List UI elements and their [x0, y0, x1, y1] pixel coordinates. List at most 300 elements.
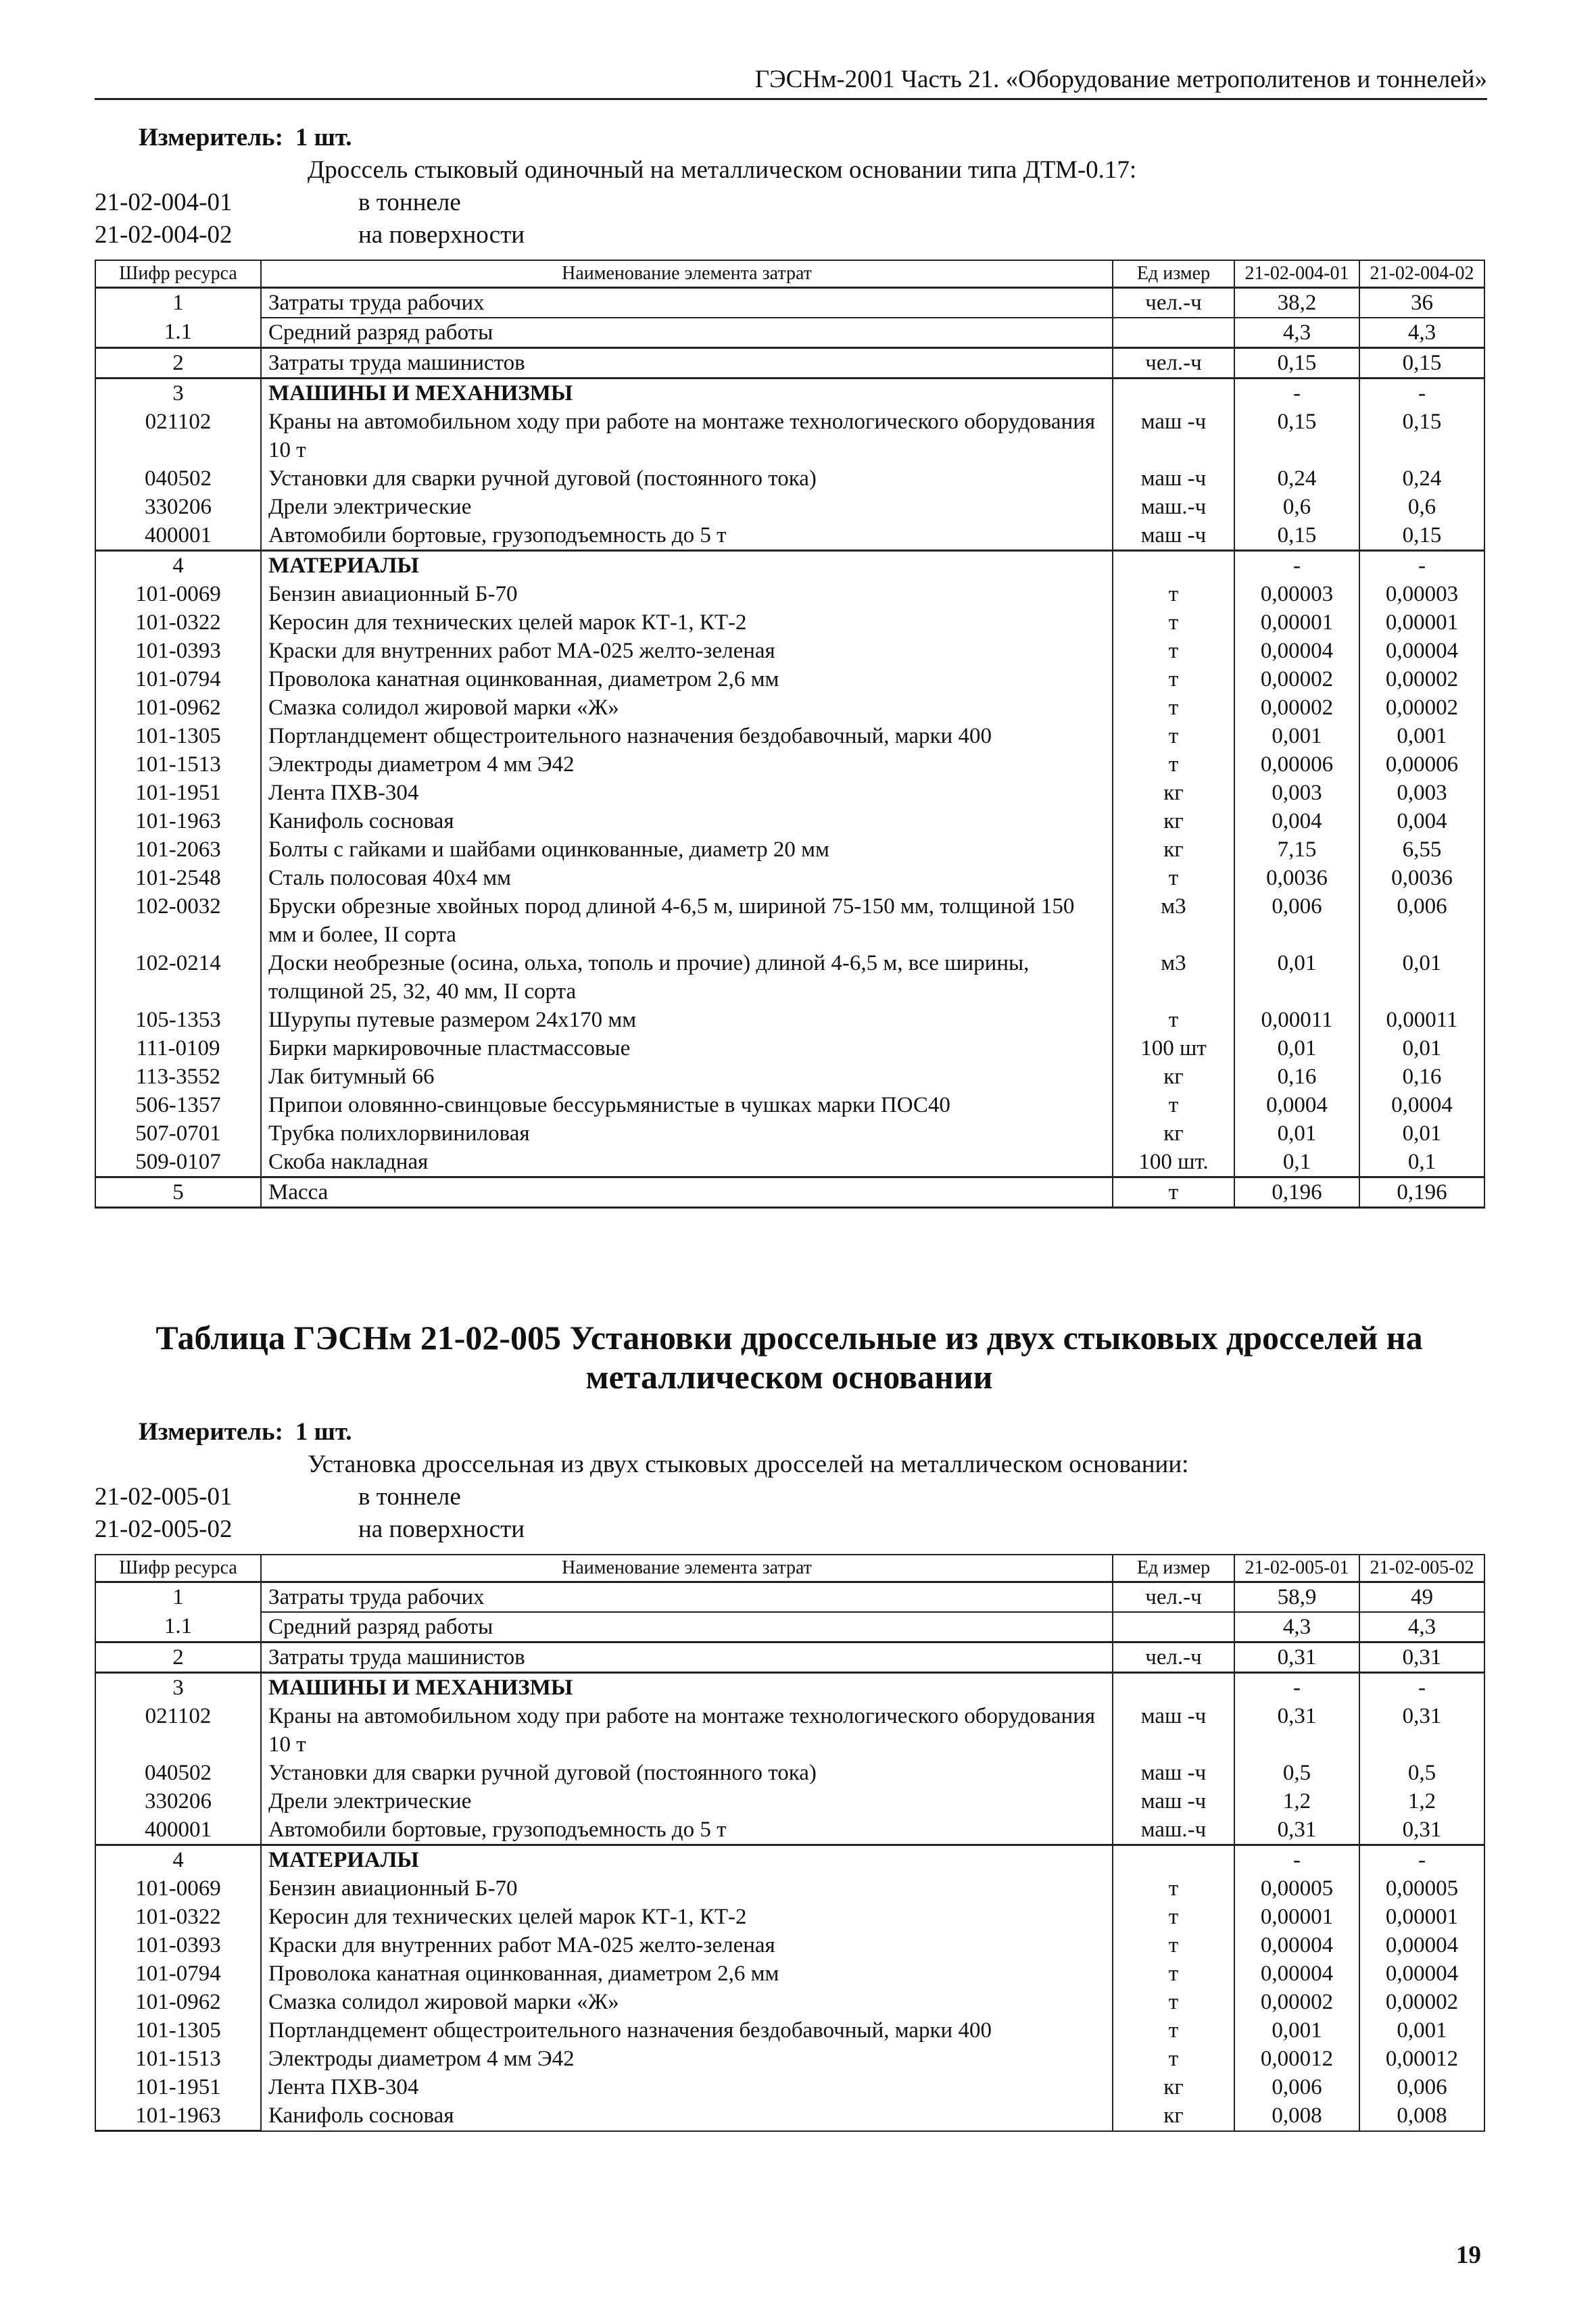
resource-description: Дроссель стыковый одиночный на металлическом основании типа ДТМ-0.17: [308, 156, 1137, 184]
cell-value-2: - [1359, 1845, 1484, 1875]
cell-code: 102-0214 [95, 949, 261, 1006]
cell-value-2: 0,15 [1359, 521, 1484, 551]
resource-description: Установка дроссельная из двух стыковых дросселей на металлическом основании: [308, 1451, 1189, 1478]
cell-unit: т [1113, 693, 1234, 722]
cell-value-2: 0,01 [1359, 1119, 1484, 1148]
cell-unit: т [1113, 665, 1234, 693]
cell-code: 101-0794 [95, 1959, 261, 1988]
cell-code: 1 [95, 288, 261, 318]
header-col1: 21-02-005-01 [1234, 1555, 1359, 1582]
cell-name: Лента ПХВ-304 [261, 779, 1113, 807]
section-21-02-005 [95, 1416, 1487, 2132]
cell-name: Затраты труда машинистов [261, 348, 1113, 379]
cell-unit: т [1113, 1931, 1234, 1959]
table-row [95, 1177, 1484, 1208]
cell-value-1: 0,0004 [1234, 1091, 1359, 1119]
cell-name: Краски для внутренних работ МА-025 желто-зеленая [261, 1931, 1113, 1959]
cell-value-2: 0,1 [1359, 1148, 1484, 1177]
cell-code: 101-1951 [95, 779, 261, 807]
cell-value-2: 0,31 [1359, 1642, 1484, 1673]
cell-unit: т [1113, 864, 1234, 892]
table-row [95, 1612, 1484, 1642]
code-line [95, 1513, 1487, 1546]
cell-value-1: 0,1 [1234, 1148, 1359, 1177]
header-name: Наименование элемента затрат [261, 1555, 1113, 1582]
cell-name: Канифоль сосновая [261, 807, 1113, 835]
cell-value-2: 0,00001 [1359, 608, 1484, 637]
cell-unit: кг [1113, 779, 1234, 807]
cell-value-1: 0,00003 [1234, 580, 1359, 608]
header-col1: 21-02-004-01 [1234, 260, 1359, 288]
cell-unit: кг [1113, 835, 1234, 864]
cell-code: 5 [95, 1177, 261, 1208]
cell-unit [1113, 1673, 1234, 1703]
table-row [95, 1582, 1484, 1613]
cell-value-2: 4,3 [1359, 1612, 1484, 1642]
cell-code: 101-1963 [95, 2101, 261, 2131]
cell-unit: т [1113, 2016, 1234, 2045]
cell-unit: т [1113, 1091, 1234, 1119]
table-row [95, 892, 1484, 949]
cell-name: Лента ПХВ-304 [261, 2073, 1113, 2101]
cell-code: 101-0393 [95, 1931, 261, 1959]
cell-unit: т [1113, 1959, 1234, 1988]
cell-value-1: 0,004 [1234, 807, 1359, 835]
cell-value-1: 58,9 [1234, 1582, 1359, 1613]
cell-value-1: 0,00001 [1234, 1903, 1359, 1931]
cell-name: Бензин авиационный Б-70 [261, 580, 1113, 608]
cell-value-1: 4,3 [1234, 1612, 1359, 1642]
cell-value-1: 0,00004 [1234, 1959, 1359, 1988]
cell-unit: маш -ч [1113, 408, 1234, 464]
cell-value-1: 4,3 [1234, 318, 1359, 348]
cell-name: Автомобили бортовые, грузоподъемность до 5 т [261, 521, 1113, 551]
cell-name: Краны на автомобильном ходу при работе на монтаже технологического оборудования 10 т [261, 1702, 1113, 1759]
table-row [95, 379, 1484, 408]
cell-unit [1113, 1612, 1234, 1642]
table-row [95, 1119, 1484, 1148]
cell-value-2: - [1359, 379, 1484, 408]
cell-code: 101-0322 [95, 608, 261, 637]
header-col2: 21-02-004-02 [1359, 260, 1484, 288]
table-row [95, 2045, 1484, 2073]
table-row [95, 1903, 1484, 1931]
cell-unit: 100 шт [1113, 1034, 1234, 1063]
cell-name: Доски необрезные (осина, ольха, тополь и прочие) длиной 4-6,5 м, все ширины, толщиной 25, 32, 40 мм, II сорта [261, 949, 1113, 1006]
cell-code: 330206 [95, 1787, 261, 1816]
code-line [95, 219, 1487, 251]
cell-value-2: 0,5 [1359, 1759, 1484, 1787]
table-row [95, 665, 1484, 693]
table-row [95, 807, 1484, 835]
cell-value-1: 1,2 [1234, 1787, 1359, 1816]
cell-unit: маш -ч [1113, 521, 1234, 551]
cell-value-1: 0,6 [1234, 493, 1359, 521]
cell-code: 040502 [95, 1759, 261, 1787]
cell-code: 4 [95, 551, 261, 581]
cell-value-1: 0,31 [1234, 1702, 1359, 1759]
cell-value-2: 0,00004 [1359, 637, 1484, 665]
table-row [95, 2016, 1484, 2045]
cell-name: Скоба накладная [261, 1148, 1113, 1177]
cell-value-2: 0,00002 [1359, 1988, 1484, 2016]
cell-unit: кг [1113, 1063, 1234, 1091]
cell-code: 021102 [95, 408, 261, 464]
cell-value-1: 0,00006 [1234, 750, 1359, 779]
cell-value-2: - [1359, 551, 1484, 581]
table-row [95, 1034, 1484, 1063]
cell-unit: м3 [1113, 949, 1234, 1006]
norm-variant: в тоннеле [358, 189, 461, 216]
cell-code: 101-0962 [95, 693, 261, 722]
cell-code: 102-0032 [95, 892, 261, 949]
table-row [95, 1816, 1484, 1845]
cell-unit: маш -ч [1113, 1759, 1234, 1787]
cell-unit: кг [1113, 1119, 1234, 1148]
cell-unit [1113, 1845, 1234, 1875]
table-row [95, 1959, 1484, 1988]
cell-unit: т [1113, 580, 1234, 608]
cell-code: 101-1963 [95, 807, 261, 835]
cell-value-1: 0,31 [1234, 1816, 1359, 1845]
table-row [95, 1702, 1484, 1759]
cell-name: Трубка полихлорвиниловая [261, 1119, 1113, 1148]
header-name: Наименование элемента затрат [261, 260, 1113, 288]
cell-code: 101-0393 [95, 637, 261, 665]
cell-name: Лак битумный 66 [261, 1063, 1113, 1091]
cell-value-2: 0,31 [1359, 1816, 1484, 1845]
norm-code: 21-02-005-02 [95, 1515, 233, 1543]
table-row [95, 408, 1484, 464]
cell-name: Шурупы путевые размером 24х170 мм [261, 1006, 1113, 1034]
cell-code: 4 [95, 1845, 261, 1875]
cell-name: Керосин для технических целей марок КТ-1, КТ-2 [261, 608, 1113, 637]
cell-code: 101-1951 [95, 2073, 261, 2101]
norm-variant: на поверхности [358, 1515, 525, 1543]
cell-value-2: 0,003 [1359, 779, 1484, 807]
cell-name: Установки для сварки ручной дуговой (постоянного тока) [261, 1759, 1113, 1787]
cell-name: Установки для сварки ручной дуговой (постоянного тока) [261, 464, 1113, 493]
header-col2: 21-02-005-02 [1359, 1555, 1484, 1582]
cell-unit: т [1113, 1006, 1234, 1034]
code-line [95, 187, 1487, 219]
cell-unit: т [1113, 2045, 1234, 2073]
table-row [95, 2073, 1484, 2101]
table-row [95, 464, 1484, 493]
measure-line [139, 1416, 1487, 1448]
cost-table [95, 260, 1485, 1209]
cell-unit: чел.-ч [1113, 348, 1234, 379]
table-row [95, 1063, 1484, 1091]
measure-line [139, 122, 1487, 154]
cell-code: 101-0794 [95, 665, 261, 693]
cell-value-1: 0,196 [1234, 1177, 1359, 1208]
cell-unit: 100 шт. [1113, 1148, 1234, 1177]
cell-value-1: - [1234, 1673, 1359, 1703]
cell-code: 021102 [95, 1702, 261, 1759]
cell-value-2: 0,00002 [1359, 693, 1484, 722]
header-unit: Ед измер [1113, 260, 1234, 288]
cell-unit: т [1113, 1988, 1234, 2016]
cell-name: МАШИНЫ И МЕХАНИЗМЫ [261, 1673, 1113, 1703]
cell-name: МАТЕРИАЛЫ [261, 1845, 1113, 1875]
cell-code: 105-1353 [95, 1006, 261, 1034]
cell-value-1: 0,15 [1234, 521, 1359, 551]
table-row [95, 1091, 1484, 1119]
cell-value-2: 0,006 [1359, 2073, 1484, 2101]
table-row [95, 1759, 1484, 1787]
cell-unit: кг [1113, 2073, 1234, 2101]
page-number: 19 [1456, 2241, 1481, 2269]
measure-value: 1 шт. [295, 1418, 352, 1446]
table-row [95, 521, 1484, 551]
cell-name: Болты с гайками и шайбами оцинкованные, диаметр 20 мм [261, 835, 1113, 864]
cell-name: Затраты труда рабочих [261, 1582, 1113, 1613]
cell-value-1: 0,00011 [1234, 1006, 1359, 1034]
cell-value-1: 0,008 [1234, 2101, 1359, 2131]
cell-value-2: 0,001 [1359, 722, 1484, 750]
cell-unit: чел.-ч [1113, 288, 1234, 318]
cell-value-1: 0,01 [1234, 949, 1359, 1006]
table-row [95, 551, 1484, 581]
cell-unit [1113, 318, 1234, 348]
cell-name: Краски для внутренних работ МА-025 желто-зеленая [261, 637, 1113, 665]
cell-value-1: 0,001 [1234, 2016, 1359, 2045]
cell-code: 330206 [95, 493, 261, 521]
cell-name: Керосин для технических целей марок КТ-1, КТ-2 [261, 1903, 1113, 1931]
section-21-02-004 [95, 122, 1487, 1209]
table-row [95, 1931, 1484, 1959]
cell-value-2: 36 [1359, 288, 1484, 318]
cell-code: 2 [95, 1642, 261, 1673]
cell-unit: маш -ч [1113, 1702, 1234, 1759]
cell-value-1: 0,006 [1234, 2073, 1359, 2101]
table-row [95, 750, 1484, 779]
cell-value-1: 0,01 [1234, 1034, 1359, 1063]
cell-value-2: 0,16 [1359, 1063, 1484, 1091]
table-row [95, 1988, 1484, 2016]
cell-unit [1113, 379, 1234, 408]
cell-name: Средний разряд работы [261, 1612, 1113, 1642]
cell-value-1: 7,15 [1234, 835, 1359, 864]
cell-code: 1.1 [95, 1612, 261, 1642]
cell-value-1: - [1234, 1845, 1359, 1875]
table-row [95, 288, 1484, 318]
cell-name: Дрели электрические [261, 1787, 1113, 1816]
cell-code: 101-1513 [95, 750, 261, 779]
cell-code: 101-1305 [95, 2016, 261, 2045]
table-row [95, 1006, 1484, 1034]
table-row [95, 608, 1484, 637]
cell-name: Дрели электрические [261, 493, 1113, 521]
table-row [95, 835, 1484, 864]
cell-unit: м3 [1113, 892, 1234, 949]
cell-value-1: 0,003 [1234, 779, 1359, 807]
cell-code: 113-3552 [95, 1063, 261, 1091]
cell-name: Припои оловянно-свинцовые бессурьмянистые в чушках марки ПОС40 [261, 1091, 1113, 1119]
cell-name: Электроды диаметром 4 мм Э42 [261, 2045, 1113, 2073]
table-row [95, 1845, 1484, 1875]
cell-value-2: 0,15 [1359, 408, 1484, 464]
cell-value-1: 0,15 [1234, 348, 1359, 379]
cell-unit: т [1113, 1903, 1234, 1931]
cell-value-2: 0,006 [1359, 892, 1484, 949]
cell-name: Масса [261, 1177, 1113, 1208]
cell-value-2: 0,00011 [1359, 1006, 1484, 1034]
cell-value-2: 0,008 [1359, 2101, 1484, 2131]
cell-value-1: 0,00002 [1234, 1988, 1359, 2016]
running-header: ГЭСНм-2001 Часть 21. «Оборудование метрополитенов и тоннелей» [95, 65, 1487, 100]
cell-value-2: 0,0004 [1359, 1091, 1484, 1119]
cell-value-2: 6,55 [1359, 835, 1484, 864]
cell-value-2: 0,31 [1359, 1702, 1484, 1759]
norm-code: 21-02-004-02 [95, 221, 233, 249]
cell-value-1: 0,16 [1234, 1063, 1359, 1091]
cell-value-1: 0,15 [1234, 408, 1359, 464]
cell-name: Электроды диаметром 4 мм Э42 [261, 750, 1113, 779]
cell-value-2: 4,3 [1359, 318, 1484, 348]
cell-value-1: 0,31 [1234, 1642, 1359, 1673]
cell-value-1: 0,00002 [1234, 665, 1359, 693]
cell-value-1: 0,01 [1234, 1119, 1359, 1148]
cell-name: МАТЕРИАЛЫ [261, 551, 1113, 581]
table-row [95, 693, 1484, 722]
norm-code: 21-02-005-01 [95, 1483, 233, 1511]
header-unit: Ед измер [1113, 1555, 1234, 1582]
cell-value-2: 0,01 [1359, 949, 1484, 1006]
table-row [95, 1874, 1484, 1903]
table-row [95, 1787, 1484, 1816]
cell-value-2: 0,00005 [1359, 1874, 1484, 1903]
cell-value-1: 0,24 [1234, 464, 1359, 493]
cell-unit: т [1113, 1177, 1234, 1208]
cell-value-2: 0,6 [1359, 493, 1484, 521]
table-header-row [95, 1555, 1484, 1582]
norm-variant: на поверхности [358, 221, 525, 249]
cell-name: Смазка солидол жировой марки «Ж» [261, 1988, 1113, 2016]
table-row [95, 779, 1484, 807]
cell-value-2: 0,00001 [1359, 1903, 1484, 1931]
norm-code: 21-02-004-01 [95, 189, 233, 216]
table-header-row [95, 260, 1484, 288]
cell-name: Проволока канатная оцинкованная, диаметром 2,6 мм [261, 665, 1113, 693]
cell-value-2: 0,24 [1359, 464, 1484, 493]
cell-code: 400001 [95, 1816, 261, 1845]
cell-value-2: 0,00003 [1359, 580, 1484, 608]
cell-code: 101-2548 [95, 864, 261, 892]
cell-unit: маш.-ч [1113, 493, 1234, 521]
cell-code: 101-1513 [95, 2045, 261, 2073]
norm-variant: в тоннеле [358, 1483, 461, 1511]
cell-name: Бензин авиационный Б-70 [261, 1874, 1113, 1903]
cell-name: Сталь полосовая 40х4 мм [261, 864, 1113, 892]
cell-name: Краны на автомобильном ходу при работе на монтаже технологического оборудования 10 т [261, 408, 1113, 464]
cell-code: 2 [95, 348, 261, 379]
cell-code: 040502 [95, 464, 261, 493]
cell-value-2: 0,00004 [1359, 1959, 1484, 1988]
table-title: Таблица ГЭСНм 21-02-005 Установки дроссельные из двух стыковых дросселей на металлическом основании [155, 1319, 1423, 1396]
cell-code: 3 [95, 379, 261, 408]
cell-code: 400001 [95, 521, 261, 551]
cell-value-2: 1,2 [1359, 1787, 1484, 1816]
table-row [95, 1148, 1484, 1177]
cell-unit: т [1113, 750, 1234, 779]
table-row [95, 637, 1484, 665]
table-row [95, 348, 1484, 379]
cell-unit: т [1113, 1874, 1234, 1903]
cell-value-1: 0,00001 [1234, 608, 1359, 637]
cell-name: МАШИНЫ И МЕХАНИЗМЫ [261, 379, 1113, 408]
cell-code: 101-0962 [95, 1988, 261, 2016]
cell-value-2: 0,004 [1359, 807, 1484, 835]
cell-name: Средний разряд работы [261, 318, 1113, 348]
table-row [95, 1673, 1484, 1703]
cell-name: Бирки маркировочные пластмассовые [261, 1034, 1113, 1063]
cell-code: 1.1 [95, 318, 261, 348]
cell-value-1: 0,00005 [1234, 1874, 1359, 1903]
cell-unit: маш -ч [1113, 1787, 1234, 1816]
cell-unit: чел.-ч [1113, 1582, 1234, 1613]
table-row [95, 949, 1484, 1006]
cell-value-1: 0,00002 [1234, 693, 1359, 722]
measure-value: 1 шт. [295, 124, 352, 151]
cell-unit: т [1113, 637, 1234, 665]
code-line [95, 1481, 1487, 1513]
cell-code: 506-1357 [95, 1091, 261, 1119]
cell-value-1: 38,2 [1234, 288, 1359, 318]
cell-code: 509-0107 [95, 1148, 261, 1177]
cell-unit: маш.-ч [1113, 1816, 1234, 1845]
cell-name: Затраты труда машинистов [261, 1642, 1113, 1673]
cell-value-1: 0,001 [1234, 722, 1359, 750]
cell-name: Затраты труда рабочих [261, 288, 1113, 318]
cell-value-1: 0,00004 [1234, 637, 1359, 665]
cell-value-1: 0,00004 [1234, 1931, 1359, 1959]
cell-value-1: 0,006 [1234, 892, 1359, 949]
header-cipher: Шифр ресурса [95, 1555, 261, 1582]
measure-label: Измеритель: [139, 1418, 283, 1446]
cell-name: Бруски обрезные хвойных пород длиной 4-6,5 м, шириной 75-150 мм, толщиной 150 мм и более, II сорта [261, 892, 1113, 949]
cell-unit [1113, 551, 1234, 581]
cell-code: 101-0069 [95, 1874, 261, 1903]
table-row [95, 864, 1484, 892]
cell-name: Проволока канатная оцинкованная, диаметром 2,6 мм [261, 1959, 1113, 1988]
cell-name: Смазка солидол жировой марки «Ж» [261, 693, 1113, 722]
cell-value-2: 0,01 [1359, 1034, 1484, 1063]
table-row [95, 580, 1484, 608]
cell-value-2: 49 [1359, 1582, 1484, 1613]
table-row [95, 318, 1484, 348]
cell-value-2: 0,00006 [1359, 750, 1484, 779]
cell-name: Автомобили бортовые, грузоподъемность до 5 т [261, 1816, 1113, 1845]
cell-value-2: 0,00012 [1359, 2045, 1484, 2073]
table-row [95, 722, 1484, 750]
cell-code: 101-0069 [95, 580, 261, 608]
cell-code: 3 [95, 1673, 261, 1703]
cell-unit: кг [1113, 2101, 1234, 2131]
cell-unit: т [1113, 608, 1234, 637]
cell-unit: т [1113, 722, 1234, 750]
cost-table [95, 1554, 1485, 2132]
cell-unit: чел.-ч [1113, 1642, 1234, 1673]
cell-value-1: - [1234, 551, 1359, 581]
cell-name: Портландцемент общестроительного назначения бездобавочный, марки 400 [261, 722, 1113, 750]
cell-value-1: - [1234, 379, 1359, 408]
cell-value-2: 0,001 [1359, 2016, 1484, 2045]
cell-value-2: 0,00002 [1359, 665, 1484, 693]
cell-value-1: 0,0036 [1234, 864, 1359, 892]
cell-value-1: 0,00012 [1234, 2045, 1359, 2073]
